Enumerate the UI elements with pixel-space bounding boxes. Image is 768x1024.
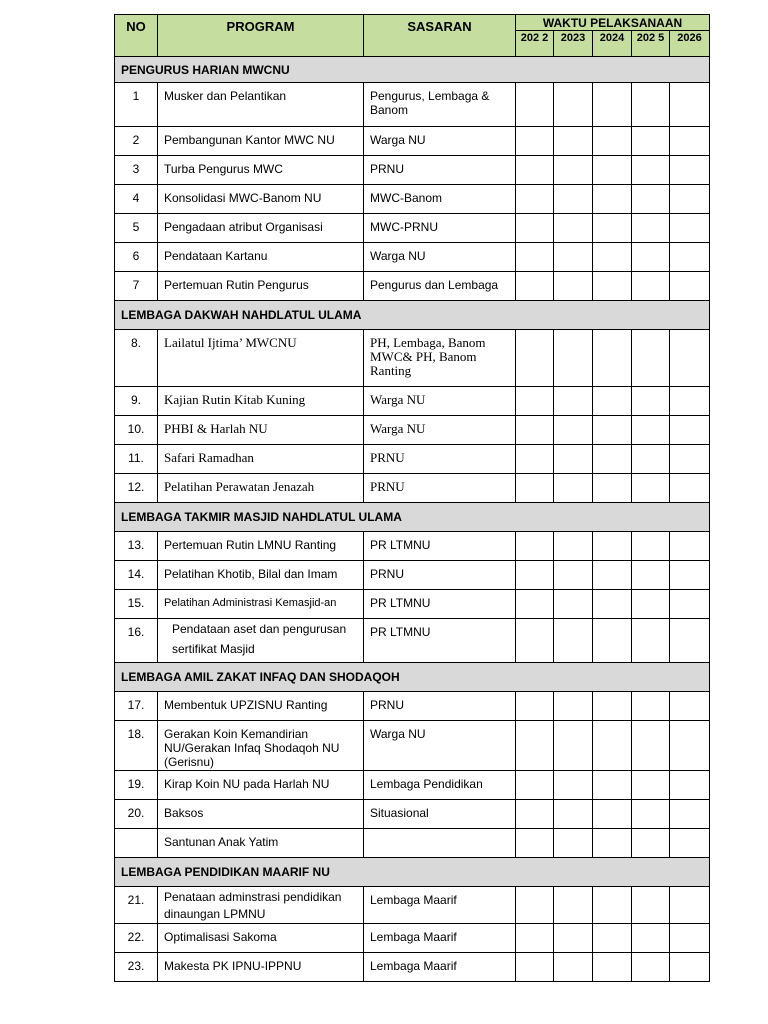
year-cell: [593, 330, 632, 387]
row-sasaran: Warga NU: [364, 416, 516, 445]
row-sasaran: Warga NU: [364, 721, 516, 771]
row-no: 5: [115, 214, 158, 243]
year-cell: [516, 185, 554, 214]
year-cell: [632, 771, 670, 800]
year-cell: [670, 887, 710, 924]
year-cell: [516, 445, 554, 474]
section-title: LEMBAGA PENDIDIKAN MAARIF NU: [115, 858, 710, 887]
table-row: [115, 590, 710, 619]
year-cell: [632, 721, 670, 771]
year-cell: [670, 619, 710, 663]
row-no: 10.: [115, 416, 158, 445]
year-cell: [554, 416, 593, 445]
program-table-wrapper: [114, 14, 709, 982]
year-cell: [516, 474, 554, 503]
row-no: 2: [115, 127, 158, 156]
row-sasaran: Lembaga Maarif: [364, 887, 516, 924]
row-sasaran: Pengurus, Lembaga & Banom: [364, 83, 516, 127]
year-cell: [554, 243, 593, 272]
section-title: PENGURUS HARIAN MWCNU: [115, 57, 710, 83]
table-row: [115, 887, 710, 924]
year-cell: [554, 156, 593, 185]
row-sasaran: PR LTMNU: [364, 590, 516, 619]
row-no: 16.: [115, 619, 158, 663]
table-row: [115, 272, 710, 301]
row-sasaran: Lembaga Pendidikan: [364, 771, 516, 800]
row-sasaran: [364, 829, 516, 858]
year-cell: [554, 619, 593, 663]
header-year: 202 5: [632, 31, 670, 57]
year-cell: [632, 474, 670, 503]
row-no: 6: [115, 243, 158, 272]
row-program: Pelatihan Khotib, Bilal dan Imam: [158, 561, 364, 590]
year-cell: [632, 887, 670, 924]
row-sasaran: Lembaga Maarif: [364, 953, 516, 982]
year-cell: [593, 416, 632, 445]
year-cell: [593, 474, 632, 503]
year-cell: [632, 330, 670, 387]
table-row: [115, 721, 710, 771]
row-program: Baksos: [158, 800, 364, 829]
table-row: [115, 185, 710, 214]
year-cell: [554, 83, 593, 127]
table-row: [115, 532, 710, 561]
year-cell: [632, 800, 670, 829]
row-no: 14.: [115, 561, 158, 590]
row-program: Pertemuan Rutin Pengurus: [158, 272, 364, 301]
row-no: 13.: [115, 532, 158, 561]
table-row: [115, 243, 710, 272]
year-cell: [670, 243, 710, 272]
row-sasaran: PR LTMNU: [364, 619, 516, 663]
year-cell: [593, 185, 632, 214]
year-cell: [632, 532, 670, 561]
year-cell: [632, 243, 670, 272]
row-no: 23.: [115, 953, 158, 982]
year-cell: [593, 214, 632, 243]
section-header-row: [115, 858, 710, 887]
row-program: Musker dan Pelantikan: [158, 83, 364, 127]
table-row: [115, 561, 710, 590]
row-no: 19.: [115, 771, 158, 800]
row-sasaran: PR LTMNU: [364, 532, 516, 561]
table-row: [115, 445, 710, 474]
row-program: Pelatihan Administrasi Kemasjid-an: [158, 590, 364, 619]
row-no: 1: [115, 83, 158, 127]
row-program: Pengadaan atribut Organisasi: [158, 214, 364, 243]
row-sasaran: Lembaga Maarif: [364, 924, 516, 953]
table-row: [115, 619, 710, 663]
year-cell: [554, 924, 593, 953]
year-cell: [593, 532, 632, 561]
year-cell: [554, 800, 593, 829]
year-cell: [632, 924, 670, 953]
year-cell: [516, 156, 554, 185]
row-no: 9.: [115, 387, 158, 416]
year-cell: [554, 185, 593, 214]
table-row: [115, 330, 710, 387]
row-sasaran: PRNU: [364, 474, 516, 503]
year-cell: [593, 692, 632, 721]
row-program: Membentuk UPZISNU Ranting: [158, 692, 364, 721]
row-program: Pelatihan Perawatan Jenazah: [158, 474, 364, 503]
year-cell: [516, 590, 554, 619]
table-row: [115, 924, 710, 953]
year-cell: [593, 561, 632, 590]
year-cell: [670, 771, 710, 800]
year-cell: [593, 829, 632, 858]
year-cell: [554, 445, 593, 474]
section-title: LEMBAGA TAKMIR MASJID NAHDLATUL ULAMA: [115, 503, 710, 532]
row-program: Pendataan Kartanu: [158, 243, 364, 272]
year-cell: [593, 800, 632, 829]
year-cell: [554, 721, 593, 771]
year-cell: [670, 156, 710, 185]
row-no: 12.: [115, 474, 158, 503]
year-cell: [593, 272, 632, 301]
table-row: [115, 474, 710, 503]
table-row: [115, 83, 710, 127]
year-cell: [554, 829, 593, 858]
row-program: Kajian Rutin Kitab Kuning: [158, 387, 364, 416]
year-cell: [632, 83, 670, 127]
year-cell: [554, 127, 593, 156]
program-table: [114, 14, 710, 982]
year-cell: [632, 156, 670, 185]
year-cell: [554, 330, 593, 387]
year-cell: [670, 127, 710, 156]
row-program: Konsolidasi MWC-Banom NU: [158, 185, 364, 214]
year-cell: [670, 829, 710, 858]
year-cell: [516, 924, 554, 953]
year-cell: [670, 590, 710, 619]
year-cell: [516, 532, 554, 561]
row-program: Turba Pengurus MWC: [158, 156, 364, 185]
row-sasaran: PRNU: [364, 561, 516, 590]
table-row: [115, 771, 710, 800]
year-cell: [593, 387, 632, 416]
year-cell: [516, 721, 554, 771]
row-no: 17.: [115, 692, 158, 721]
year-cell: [516, 416, 554, 445]
year-cell: [670, 532, 710, 561]
row-program: Santunan Anak Yatim: [158, 829, 364, 858]
row-program: Pembangunan Kantor MWC NU: [158, 127, 364, 156]
section-header-row: [115, 301, 710, 330]
year-cell: [593, 887, 632, 924]
year-cell: [554, 771, 593, 800]
row-sasaran: PRNU: [364, 692, 516, 721]
section-header-row: [115, 503, 710, 532]
year-cell: [516, 771, 554, 800]
year-cell: [554, 387, 593, 416]
year-cell: [516, 619, 554, 663]
year-cell: [516, 214, 554, 243]
header-year: 2026: [670, 31, 710, 57]
year-cell: [516, 83, 554, 127]
row-no: 3: [115, 156, 158, 185]
row-program: Optimalisasi Sakoma: [158, 924, 364, 953]
year-cell: [554, 953, 593, 982]
year-cell: [632, 185, 670, 214]
year-cell: [554, 887, 593, 924]
year-cell: [593, 953, 632, 982]
header-no: NO: [115, 15, 158, 57]
year-cell: [516, 127, 554, 156]
year-cell: [593, 771, 632, 800]
year-cell: [593, 445, 632, 474]
row-no: 8.: [115, 330, 158, 387]
year-cell: [516, 561, 554, 590]
year-cell: [632, 561, 670, 590]
header-year: 2023: [554, 31, 593, 57]
year-cell: [632, 829, 670, 858]
year-cell: [632, 619, 670, 663]
year-cell: [516, 272, 554, 301]
year-cell: [554, 561, 593, 590]
year-cell: [516, 953, 554, 982]
table-row: [115, 800, 710, 829]
year-cell: [593, 127, 632, 156]
year-cell: [593, 619, 632, 663]
year-cell: [593, 590, 632, 619]
year-cell: [554, 474, 593, 503]
year-cell: [632, 387, 670, 416]
row-program: Gerakan Koin Kemandirian NU/Gerakan Infaq Shodaqoh NU (Gerisnu): [158, 721, 364, 771]
table-row: [115, 387, 710, 416]
row-sasaran: PRNU: [364, 156, 516, 185]
row-sasaran: Warga NU: [364, 387, 516, 416]
section-header-row: [115, 57, 710, 83]
year-cell: [670, 800, 710, 829]
year-cell: [632, 214, 670, 243]
year-cell: [554, 590, 593, 619]
year-cell: [670, 330, 710, 387]
table-row: [115, 416, 710, 445]
table-row: [115, 127, 710, 156]
year-cell: [593, 721, 632, 771]
year-cell: [554, 692, 593, 721]
year-cell: [516, 829, 554, 858]
row-program: Penataan adminstrasi pendidikan dinaungan LPMNU: [158, 887, 364, 924]
row-program: Makesta PK IPNU-IPPNU: [158, 953, 364, 982]
year-cell: [632, 692, 670, 721]
year-cell: [670, 474, 710, 503]
row-program: Kirap Koin NU pada Harlah NU: [158, 771, 364, 800]
year-cell: [593, 83, 632, 127]
year-cell: [632, 445, 670, 474]
header-waktu: WAKTU PELAKSANAAN: [516, 15, 710, 31]
year-cell: [516, 330, 554, 387]
year-cell: [632, 127, 670, 156]
year-cell: [670, 445, 710, 474]
year-cell: [516, 800, 554, 829]
table-row: [115, 953, 710, 982]
year-cell: [516, 692, 554, 721]
year-cell: [593, 243, 632, 272]
row-no: 15.: [115, 590, 158, 619]
row-no: 4: [115, 185, 158, 214]
year-cell: [670, 214, 710, 243]
year-cell: [670, 416, 710, 445]
row-sasaran: Warga NU: [364, 243, 516, 272]
year-cell: [670, 561, 710, 590]
year-cell: [593, 156, 632, 185]
table-row: [115, 692, 710, 721]
header-year: 202 2: [516, 31, 554, 57]
row-sasaran: PRNU: [364, 445, 516, 474]
year-cell: [670, 83, 710, 127]
section-title: LEMBAGA AMIL ZAKAT INFAQ DAN SHODAQOH: [115, 663, 710, 692]
year-cell: [670, 272, 710, 301]
section-header-row: [115, 663, 710, 692]
row-sasaran: MWC-Banom: [364, 185, 516, 214]
row-sasaran: MWC-PRNU: [364, 214, 516, 243]
year-cell: [632, 272, 670, 301]
row-sasaran: Situasional: [364, 800, 516, 829]
year-cell: [670, 721, 710, 771]
header-program: PROGRAM: [158, 15, 364, 57]
year-cell: [670, 185, 710, 214]
table-body: [115, 57, 710, 982]
row-sasaran: Warga NU: [364, 127, 516, 156]
row-program: Pertemuan Rutin LMNU Ranting: [158, 532, 364, 561]
row-no: 18.: [115, 721, 158, 771]
header-sasaran: SASARAN: [364, 15, 516, 57]
year-cell: [670, 924, 710, 953]
year-cell: [516, 243, 554, 272]
section-title: LEMBAGA DAKWAH NAHDLATUL ULAMA: [115, 301, 710, 330]
year-cell: [632, 953, 670, 982]
row-program: Pendataan aset dan pengurusan sertifikat Masjid: [158, 619, 364, 663]
year-cell: [670, 953, 710, 982]
year-cell: [554, 272, 593, 301]
year-cell: [670, 387, 710, 416]
year-cell: [554, 214, 593, 243]
year-cell: [632, 590, 670, 619]
year-cell: [632, 416, 670, 445]
row-no: 21.: [115, 887, 158, 924]
table-row: [115, 156, 710, 185]
year-cell: [670, 692, 710, 721]
year-cell: [593, 924, 632, 953]
table-row: [115, 829, 710, 858]
row-program: Safari Ramadhan: [158, 445, 364, 474]
table-row: [115, 214, 710, 243]
header-year: 2024: [593, 31, 632, 57]
row-no: 7: [115, 272, 158, 301]
row-sasaran: Pengurus dan Lembaga: [364, 272, 516, 301]
row-program: PHBI & Harlah NU: [158, 416, 364, 445]
row-no: 20.: [115, 800, 158, 829]
year-cell: [516, 387, 554, 416]
row-no: 22.: [115, 924, 158, 953]
year-cell: [516, 887, 554, 924]
row-program: Lailatul Ijtima’ MWCNU: [158, 330, 364, 387]
row-no: 11.: [115, 445, 158, 474]
year-cell: [554, 532, 593, 561]
row-no: [115, 829, 158, 858]
row-sasaran: PH, Lembaga, Banom MWC& PH, Banom Ranting: [364, 330, 516, 387]
